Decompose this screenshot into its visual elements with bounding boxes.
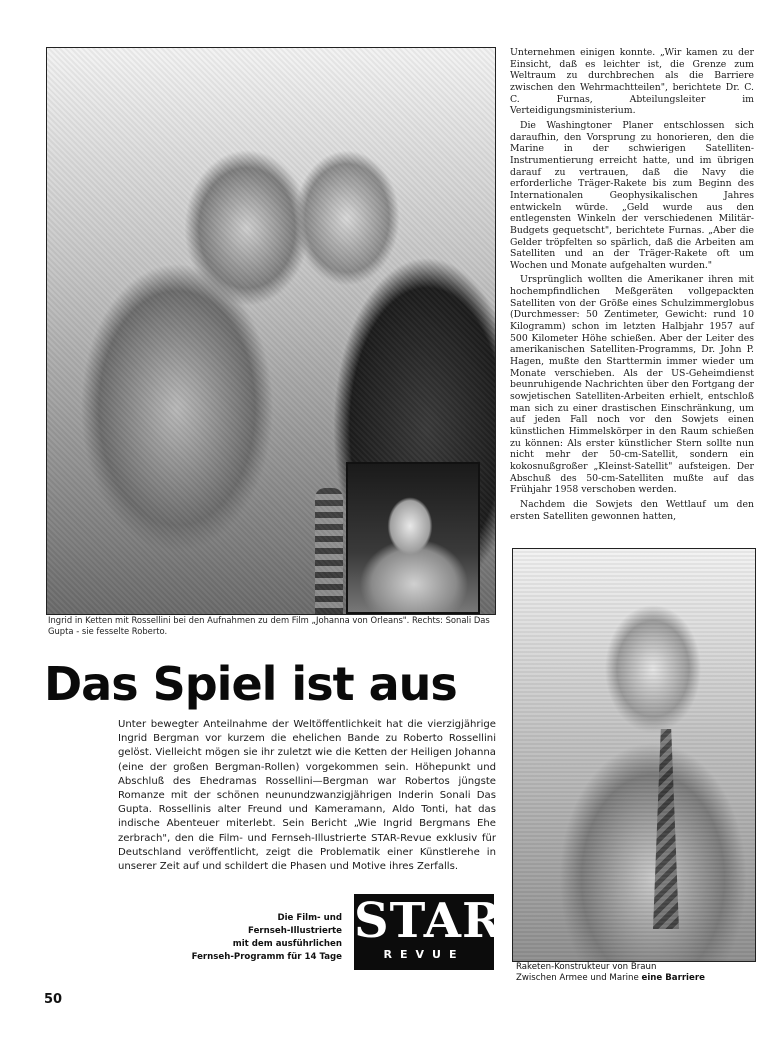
page-number: 50 (44, 992, 63, 1007)
ad-tagline (170, 912, 342, 964)
caption-text: Zwischen Armee und Marine (516, 973, 639, 983)
star-revue-logo (354, 893, 503, 970)
right-photo-caption (516, 962, 754, 984)
logo-revue-text: REVUE (383, 948, 465, 961)
photo-von-braun (512, 548, 756, 962)
paragraph: Die Washingtoner Planer entschlossen sich daraufhin, den Vorsprung zu honorieren, den die Marine in der schwierigen Satelliten-Instrumentierung erreicht hatte, und im übrigen darauf zu vertrauen, daß die Navy die erforderliche Träger-Rakete bis zum Beginn des Internationalen Geophysikalischen Jahres entwickeln würde. „Geld wurde aus den entlegensten Winkeln der verschiedenen Militär-Budgets gequetscht", berichtete Furnas. „Aber die Gelder tröpfelten so spärlich, daß die Arbeiten am Satelliten und an der Träger-Rakete oft um Wochen und Monate aufgehalten wurden." (510, 119, 754, 271)
ad-line: Fernseh-Illustrierte (248, 926, 342, 936)
chain-graphic (315, 488, 343, 615)
logo-star-text: STAR (354, 893, 503, 949)
article-lead: Unter bewegter Anteilnahme der Weltöffentlichkeit hat die vierzigjährige Ingrid Bergman vor kurzem die ehelichen Bande zu Roberto Rossellini gelöst. Vielleicht mögen sie ihr zuletzt wie die Ketten der Heiligen Johanna (eine der großen Bergman-Rollen) vorgekommen sein. Höhepunkt und Abschluß des Ehedramas Rossellini—Bergman war Robertos jüngste Romanze mit der schönen neunundzwanzigjährigen Inderin Sonali Das Gupta. Rossellinis alter Freund und Kameramann, Aldo Tonti, hat das indische Abenteuer miterlebt. Sein Bericht „Wie Ingrid Bergmans Ehe zerbrach", den die Film- und Fernseh-Illustrierte STAR-Revue exklusiv für Deutschland veröffentlicht, zeigt die Problematik einer Künstlerehe in unserer Zeit auf und schildert die Phasen und Motive ihres Zerfalls. (118, 719, 496, 873)
ad-line: mit dem ausführlichen (232, 939, 342, 949)
ad-line: Die Film- und (277, 913, 342, 923)
caption-bold-text: eine Barriere (641, 973, 705, 983)
article-headline: Das Spiel ist aus (44, 657, 457, 711)
paragraph: Nachdem die Sowjets den Wettlauf um den ersten Satelliten gewonnen hatten, (510, 498, 754, 522)
paragraph: Ursprünglich wollten die Amerikaner ihren mit hochempfindlichen Meßgeräten vollgepackten Satelliten von der Größe eines Schulzimmerglobus (Durchmesser: 50 Zentimeter, Gewicht: rund 10 Kilogramm) schon im letzten Halbjahr 1957 auf 500 Kilometer Höhe schießen. Aber der Leiter des amerikanischen Satelliten-Programms, Dr. John P. Hagen, mußte den Starttermin immer wieder um Monate verschieben. Als der US-Geheimdienst beunruhigende Nachrichten über den Fortgang der sowjetischen Satelliten-Arbeiten erhielt, entschloß man sich zu einer drastischen Einschränkung, um auf jeden Fall noch vor den Sowjets einen künstlichen Himmelskörper in den Raum schießen zu können: Als erster künstlicher Stern sollte nun nicht mehr der 50-cm-Satellit, sondern ein kokosnußgroßer „Kleinst-Satellit" aufsteigen. Der Abschuß des 50-cm-Satelliten mußte auf das Frühjahr 1958 verschoben werden. (510, 274, 754, 496)
paragraph: Unternehmen einigen konnte. „Wir kamen zu der Einsicht, daß es leichter ist, die Grenze zum Weltraum zu durchbrechen als die Barriere zwischen den Wehrmachtteilen", berichtete Dr. C. C. Furnas, Abteilungsleiter im Verteidigungsministerium. (510, 47, 754, 117)
caption-line: Raketen-Konstrukteur von Braun (516, 962, 657, 972)
left-photo-caption: Ingrid in Ketten mit Rossellini bei den Aufnahmen zu dem Film „Johanna von Orleans". Rechts: Sonali Das Gupta - sie fesselte Roberto. (48, 615, 490, 636)
tie-graphic (653, 729, 679, 929)
right-article-column (510, 47, 754, 525)
ad-line: Fernseh-Programm für 14 Tage (191, 952, 342, 962)
photo-sonali-das-gupta (346, 462, 480, 614)
caption-line (516, 973, 754, 984)
